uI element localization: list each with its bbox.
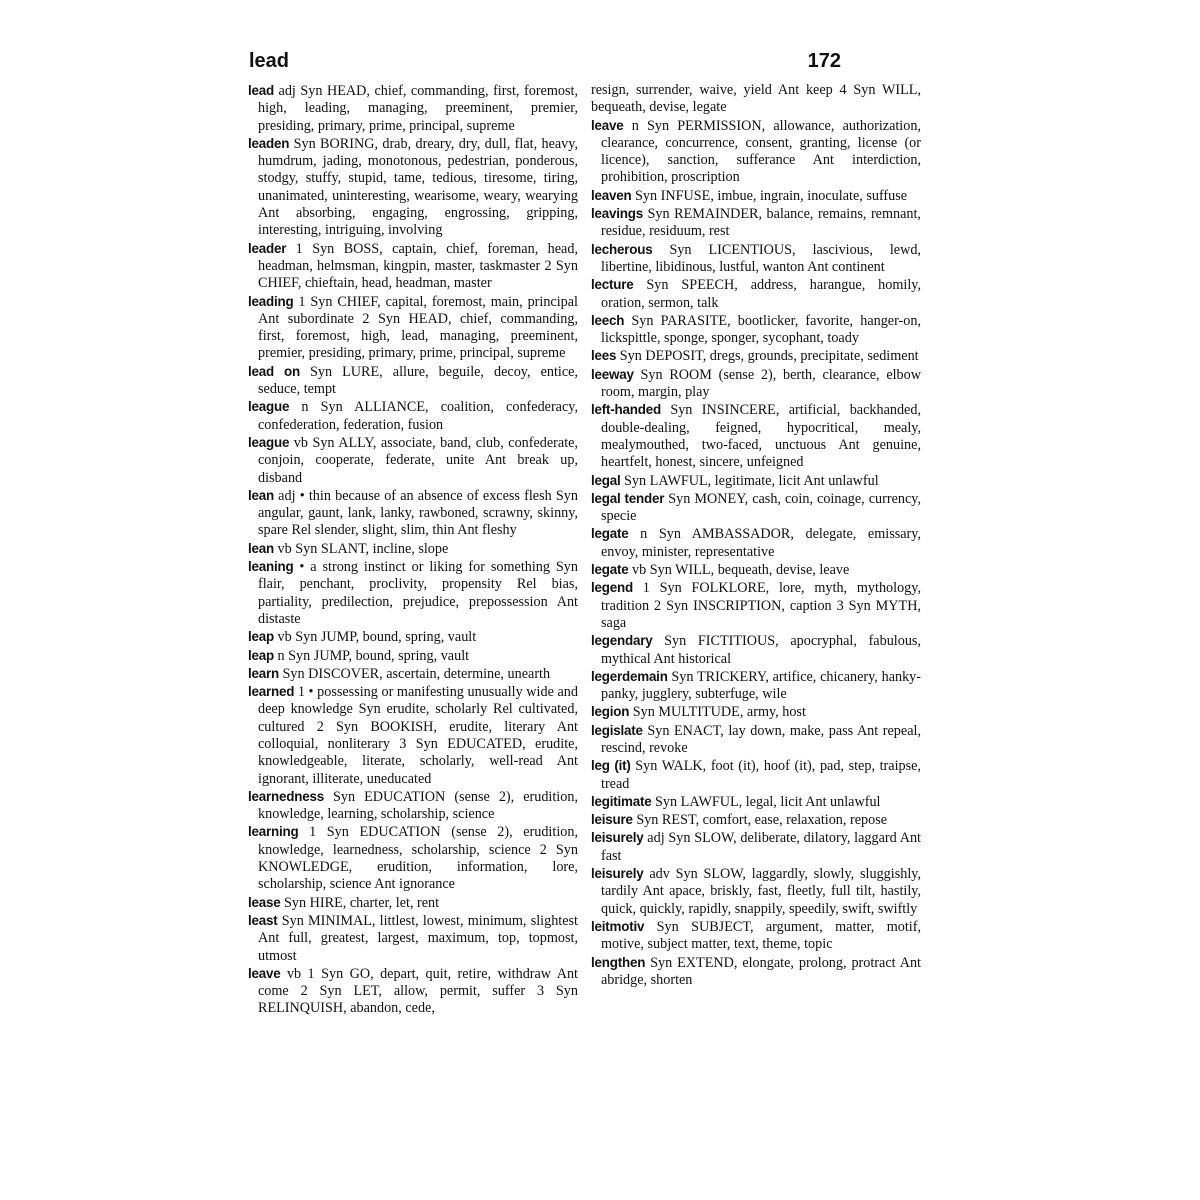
dictionary-entry	[591, 703, 921, 721]
entry-definition: 1 • possessing or manifesting unusually wide and deep knowledge Syn erudite, scholarly Rel cultivated, cultured 2 Syn BOOKISH, erudite, literary Ant colloquial, nonliterary 3 Syn EDUCATED, erudite, knowledgeable, literate, scholarly, well-read Ant ignorant, illiterate, uneducated	[258, 684, 578, 787]
dictionary-entry	[248, 823, 578, 893]
entry-definition: Syn EDUCATION (sense 2), erudition, knowledge, learning, scholarship, science	[258, 788, 578, 823]
entry-definition: Syn HIRE, charter, let, rent	[284, 894, 440, 911]
entry-definition: adv Syn SLOW, laggardly, slowly, sluggishly, tardily Ant apace, briskly, fast, fleetly, full tilt, hastily, quick, quickly, rapidly, snappily, speedily, swift, swiftly	[601, 866, 921, 917]
entry-headword: leaning	[248, 559, 294, 575]
entry-definition: Syn BORING, drab, dreary, dry, dull, flat, heavy, humdrum, jading, monotonous, pedestrian, ponderous, stodgy, stuffy, stupid, tame, tedious, tiresome, tiring, unanimated, uninteresting, wearisome, weary, wearying Ant absorbing, engaging, engrossing, gripping, interesting, intriguing, involving	[258, 135, 578, 239]
entry-definition: 1 Syn BOSS, captain, chief, foreman, head, headman, helmsman, kingpin, master, taskmaster 2 Syn CHIEF, chieftain, head, headman, master	[258, 240, 578, 292]
entry-definition: Syn ROOM (sense 2), berth, clearance, elbow room, margin, play	[601, 366, 921, 401]
dictionary-entry	[591, 811, 921, 829]
entry-headword: legerdemain	[591, 668, 668, 684]
entry-headword: leitmotiv	[591, 918, 645, 934]
dictionary-entry	[248, 912, 578, 965]
dictionary-entry	[248, 788, 578, 824]
dictionary-entry	[591, 954, 921, 990]
dictionary-entry	[591, 490, 921, 526]
dictionary-entry	[591, 722, 921, 758]
entry-headword: leaven	[591, 187, 632, 203]
left-column	[248, 82, 578, 1018]
entry-definition: Syn MULTITUDE, army, host	[632, 704, 806, 721]
entry-definition: 1 Syn EDUCATION (sense 2), erudition, knowledge, learnedness, scholarship, science 2 Syn KNOWLEDGE, erudition, information, lore, scholarship, science Ant ignorance	[258, 824, 578, 893]
entry-definition: 1 Syn FOLKLORE, lore, myth, mythology, tradition 2 Syn INSCRIPTION, caption 3 Syn MYTH, saga	[601, 580, 921, 631]
entry-headword: legitimate	[591, 793, 652, 809]
entry-definition: Syn EXTEND, elongate, prolong, protract Ant abridge, shorten	[601, 954, 921, 988]
entry-headword: leap	[248, 647, 274, 663]
entry-definition: Syn MONEY, cash, coin, coinage, currency, specie	[601, 490, 921, 525]
entry-headword: least	[248, 912, 278, 928]
dictionary-entry	[591, 187, 921, 205]
dictionary-entry	[591, 117, 921, 187]
entry-definition: vb 1 Syn GO, depart, quit, retire, withdraw Ant come 2 Syn LET, allow, permit, suffer 3 Syn RELINQUISH, abandon, cede,	[258, 965, 578, 1017]
dictionary-entry	[591, 918, 921, 954]
dictionary-entry	[591, 205, 921, 241]
dictionary-entry	[591, 668, 921, 704]
entry-definition: vb Syn ALLY, associate, band, club, confederate, conjoin, cooperate, federate, unite Ant break up, disband	[258, 434, 578, 486]
entry-definition: adj • thin because of an absence of excess flesh Syn angular, gaunt, lank, lanky, rawboned, scrawny, skinny, spare Rel slender, slight, slim, thin Ant fleshy	[258, 487, 578, 539]
dictionary-entry	[248, 540, 578, 558]
dictionary-entry	[591, 312, 921, 348]
entry-definition: Syn FICTITIOUS, apocryphal, fabulous, mythical Ant historical	[601, 633, 921, 667]
entry-definition: Syn SUBJECT, argument, matter, motif, motive, subject matter, text, theme, topic	[601, 918, 921, 953]
entry-headword: lean	[248, 487, 274, 503]
dictionary-entry	[248, 628, 578, 646]
entry-definition: Syn INSINCERE, artificial, backhanded, double-dealing, feigned, hypocritical, mealy, mealymouthed, two-faced, unctuous Ant genuine, heartfelt, honest, sincere, unfeigned	[601, 402, 921, 471]
page-number: 172	[807, 50, 841, 72]
dictionary-entry	[591, 366, 921, 402]
entry-headword: leisure	[591, 812, 633, 828]
right-column	[591, 82, 921, 989]
dictionary-entry	[591, 579, 921, 632]
entry-headword: leading	[248, 293, 294, 309]
entry-definition: adj Syn HEAD, chief, commanding, first, foremost, high, leading, managing, preeminent, premier, presiding, primary, prime, principal, supreme	[258, 83, 578, 134]
entry-headword: leader	[248, 240, 287, 256]
entry-headword: leave	[248, 965, 281, 981]
guide-word: lead	[249, 50, 290, 72]
dictionary-entry	[591, 82, 921, 117]
dictionary-entry	[248, 363, 578, 399]
dictionary-entry	[248, 665, 578, 683]
dictionary-entry	[591, 347, 921, 365]
entry-definition: Syn WALK, foot (it), hoof (it), pad, step, traipse, tread	[601, 758, 921, 792]
entry-headword: legend	[591, 580, 633, 596]
dictionary-entry	[591, 632, 921, 668]
entry-definition: vb Syn JUMP, bound, spring, vault	[277, 629, 477, 646]
dictionary-entry	[248, 647, 578, 665]
entry-definition: Syn TRICKERY, artifice, chicanery, hanky-panky, jugglery, subterfuge, wile	[601, 668, 921, 703]
entry-headword: leisurely	[591, 830, 644, 846]
entry-definition: Syn DISCOVER, ascertain, determine, unearth	[282, 665, 551, 682]
dictionary-entry	[591, 472, 921, 490]
entry-headword: lean	[248, 540, 274, 556]
entry-headword: learnedness	[248, 788, 324, 804]
entry-headword: legendary	[591, 633, 653, 649]
entry-headword: legate	[591, 562, 629, 578]
dictionary-entry	[248, 487, 578, 540]
dictionary-entry	[591, 793, 921, 811]
entry-definition: Syn REMAINDER, balance, remains, remnant, residue, residuum, rest	[601, 206, 921, 240]
entry-definition: Syn LURE, allure, beguile, decoy, entice, seduce, tempt	[258, 363, 578, 398]
entry-headword: left-handed	[591, 402, 661, 418]
entry-definition: n Syn JUMP, bound, spring, vault	[277, 647, 470, 664]
entry-headword: league	[248, 434, 290, 450]
entry-headword: leisurely	[591, 866, 644, 882]
entry-definition: n Syn AMBASSADOR, delegate, emissary, envoy, minister, representative	[601, 526, 921, 560]
entry-headword: lease	[248, 894, 281, 910]
entry-definition: 1 Syn CHIEF, capital, foremost, main, principal Ant subordinate 2 Syn HEAD, chief, commanding, first, foremost, high, lead, managing, preeminent, premier, presiding, primary, prime, principal, supreme	[258, 293, 578, 362]
entry-headword: leeway	[591, 366, 634, 382]
entry-headword: lecherous	[591, 241, 653, 257]
entry-definition: Syn MINIMAL, littlest, lowest, minimum, slightest Ant full, greatest, largest, maximum, top, topmost, utmost	[258, 912, 578, 964]
entry-headword: legislate	[591, 722, 643, 738]
entry-definition: vb Syn SLANT, incline, slope	[277, 540, 449, 557]
dictionary-entry	[591, 561, 921, 579]
entry-headword: lead	[248, 83, 274, 98]
entry-definition: • a strong instinct or liking for something Syn flair, penchant, proclivity, propensity Rel bias, partiality, predilection, prejudice, prepossession Ant distaste	[258, 559, 578, 627]
entry-headword: learning	[248, 824, 299, 840]
entry-definition: resign, surrender, waive, yield Ant keep 4 Syn WILL, bequeath, devise, legate	[591, 82, 921, 116]
entry-definition: Syn SPEECH, address, harangue, homily, oration, sermon, talk	[601, 277, 922, 311]
dictionary-entry	[591, 525, 921, 561]
dictionary-entry	[248, 558, 578, 628]
dictionary-entry	[248, 82, 578, 135]
entry-headword: league	[248, 399, 290, 415]
dictionary-entry	[248, 135, 578, 240]
dictionary-entry	[248, 894, 578, 912]
entry-definition: adj Syn SLOW, deliberate, dilatory, laggard Ant fast	[601, 830, 921, 864]
dictionary-entry	[248, 293, 578, 363]
entry-headword: leap	[248, 629, 274, 645]
dictionary-entry	[591, 401, 921, 471]
entry-headword: lecture	[591, 277, 634, 293]
entry-definition: Syn PARASITE, bootlicker, favorite, hanger-on, lickspittle, sponge, sponger, sycophant, toady	[601, 312, 921, 347]
entry-headword: legal tender	[591, 490, 665, 506]
entry-headword: leech	[591, 312, 625, 328]
dictionary-entry	[248, 965, 578, 1018]
dictionary-entry	[248, 434, 578, 487]
dictionary-entry	[248, 683, 578, 788]
entry-headword: lead on	[248, 363, 300, 379]
dictionary-entry	[248, 398, 578, 434]
entry-headword: lengthen	[591, 954, 646, 970]
dictionary-entry	[591, 829, 921, 865]
entry-definition: Syn INFUSE, imbue, ingrain, inoculate, suffuse	[635, 187, 908, 204]
dictionary-entry	[591, 241, 921, 277]
entry-headword: learned	[248, 684, 295, 700]
running-head	[249, 50, 841, 78]
entry-definition: Syn LICENTIOUS, lascivious, lewd, libertine, libidinous, lustful, wanton Ant continent	[601, 241, 921, 275]
entry-headword: leaden	[248, 135, 290, 151]
entry-headword: leavings	[591, 206, 643, 222]
entry-headword: legal	[591, 472, 621, 488]
entry-definition: vb Syn WILL, bequeath, devise, leave	[632, 562, 850, 579]
entry-definition: Syn ENACT, lay down, make, pass Ant repeal, rescind, revoke	[601, 722, 921, 756]
dictionary-entry	[591, 865, 921, 918]
entry-headword: legion	[591, 704, 630, 720]
entry-headword: lees	[591, 348, 617, 364]
dictionary-entry	[591, 757, 921, 793]
entry-headword: legate	[591, 526, 629, 542]
entry-definition: n Syn ALLIANCE, coalition, confederacy, confederation, federation, fusion	[258, 399, 578, 433]
dictionary-entry	[591, 276, 921, 312]
entry-headword: learn	[248, 665, 280, 681]
entry-headword: leave	[591, 117, 624, 133]
entry-definition: n Syn PERMISSION, allowance, authorization, clearance, concurrence, consent, granting, license (or licence), sanction, sufferance Ant interdiction, prohibition, proscription	[601, 117, 921, 186]
dictionary-entry	[248, 240, 578, 293]
entry-definition: Syn LAWFUL, legal, licit Ant unlawful	[655, 793, 881, 810]
entry-definition: Syn LAWFUL, legitimate, licit Ant unlawful	[624, 472, 879, 489]
entry-headword: leg (it)	[591, 758, 631, 774]
entry-definition: Syn REST, comfort, ease, relaxation, repose	[636, 812, 888, 829]
entry-definition: Syn DEPOSIT, dregs, grounds, precipitate, sediment	[619, 348, 919, 365]
